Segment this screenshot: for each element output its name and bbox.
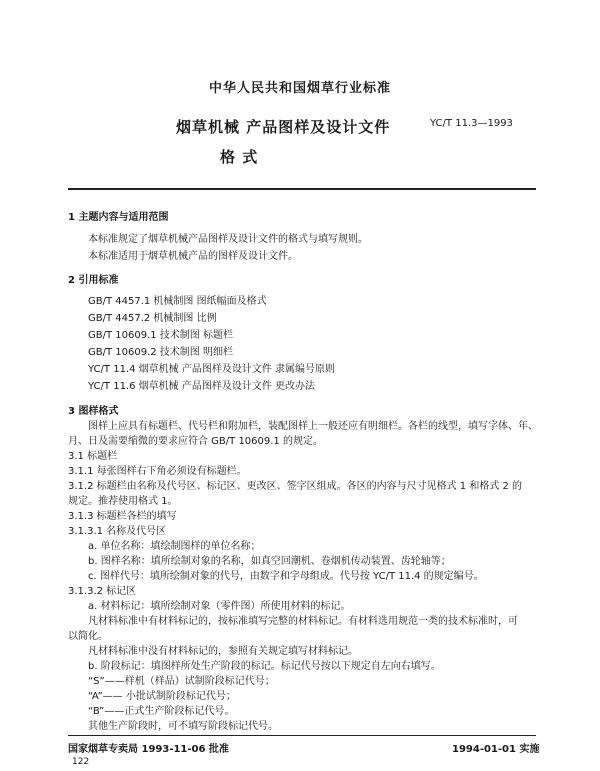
list-item: b. 阶段标记：填图样所处生产阶段的标记。标记代号按以下规定自左向右填写。	[88, 661, 441, 672]
paragraph: 3.1.2 标题栏由名称及代号区、标记区、更改区、签字区组成。各区的内容与尺寸见格式 1 和格式 2 的	[68, 481, 523, 492]
subsection-heading: 3.1.3.2 标记区	[68, 586, 137, 597]
subsection-heading: 3.1.3.1 名称及代号区	[68, 526, 167, 537]
section-3-heading: 3 图样格式	[68, 406, 119, 417]
paragraph: 凡材料标准中没有材料标记的，参照有关规定填写材料标记。	[88, 646, 358, 657]
page-number: 122	[72, 757, 90, 767]
reference-item: GB/T 4457.2 机械制图 比例	[88, 313, 217, 324]
list-item: a. 单位名称：填绘制图样的单位名称；	[88, 541, 261, 552]
standard-category: 中华人民共和国烟草行业标准	[208, 81, 391, 96]
reference-item: GB/T 10609.2 技术制图 明细栏	[88, 347, 233, 358]
list-item: “S”——样机（样品）试制阶段标记代号；	[88, 676, 275, 687]
reference-item: YC/T 11.4 烟草机械 产品图样及设计文件 隶属编号原则	[88, 364, 336, 375]
standard-code: YC/T 11.3—1993	[430, 118, 513, 129]
subsection-heading: 3.1.3 标题栏各栏的填写	[68, 511, 177, 522]
paragraph: 图样上应具有标题栏、代号栏和附加栏，装配图样上一般还应有明细栏。各栏的线型，填写字体、年、	[88, 421, 538, 432]
paragraph: 本标准适用于烟草机械产品的图样及设计文件。	[88, 251, 298, 262]
footer-divider	[68, 735, 536, 736]
paragraph: 本标准规定了烟草机械产品图样及设计文件的格式与填写规则。	[88, 234, 368, 245]
implementation-date: 1994-01-01 实施	[452, 744, 540, 755]
paragraph: 3.1.1 每张图样右下角必须设有标题栏。	[68, 466, 247, 477]
approval-date: 国家烟草专卖局 1993-11-06 批准	[68, 744, 229, 755]
reference-item: GB/T 4457.1 机械制图 图纸幅面及格式	[88, 296, 267, 307]
section-2-heading: 2 引用标准	[68, 275, 119, 286]
document-title-line2: 格 式	[220, 148, 259, 166]
reference-item: YC/T 11.6 烟草机械 产品图样及设计文件 更改办法	[88, 381, 316, 392]
paragraph: 其他生产阶段时，可不填写阶段标记代号。	[88, 721, 278, 732]
list-item: “A”—— 小批试制阶段标记代号；	[88, 691, 236, 702]
paragraph: 月、日及需要缩微的要求应符合 GB/T 10609.1 的规定。	[68, 436, 323, 447]
paragraph: 凡材料标准中有材料标记的，按标准填写完整的材料标记。有材料选用规范一类的技术标准时，可	[88, 616, 518, 627]
reference-item: GB/T 10609.1 技术制图 标题栏	[88, 330, 233, 341]
document-title-line1: 烟草机械 产品图样及设计文件	[176, 118, 391, 136]
list-item: c. 图样代号：填所绘制对象的代号，由数字和字母组成。代号按 YC/T 11.4 的规定编号。	[88, 571, 484, 582]
list-item: b. 图样名称：填所绘制对象的名称，如真空回潮机、卷烟机传动装置、齿轮轴等；	[88, 556, 451, 567]
paragraph: 以简化。	[68, 631, 108, 642]
paragraph: 规定。推荐使用格式 1。	[68, 496, 178, 507]
section-1-heading: 1 主题内容与适用范围	[68, 212, 169, 223]
header-divider	[68, 188, 536, 190]
list-item: a. 材料标记：填所绘制对象（零件图）所使用材料的标记。	[88, 601, 351, 612]
subsection-heading: 3.1 标题栏	[68, 451, 118, 462]
list-item: “B”——正式生产阶段标记代号。	[88, 706, 235, 717]
